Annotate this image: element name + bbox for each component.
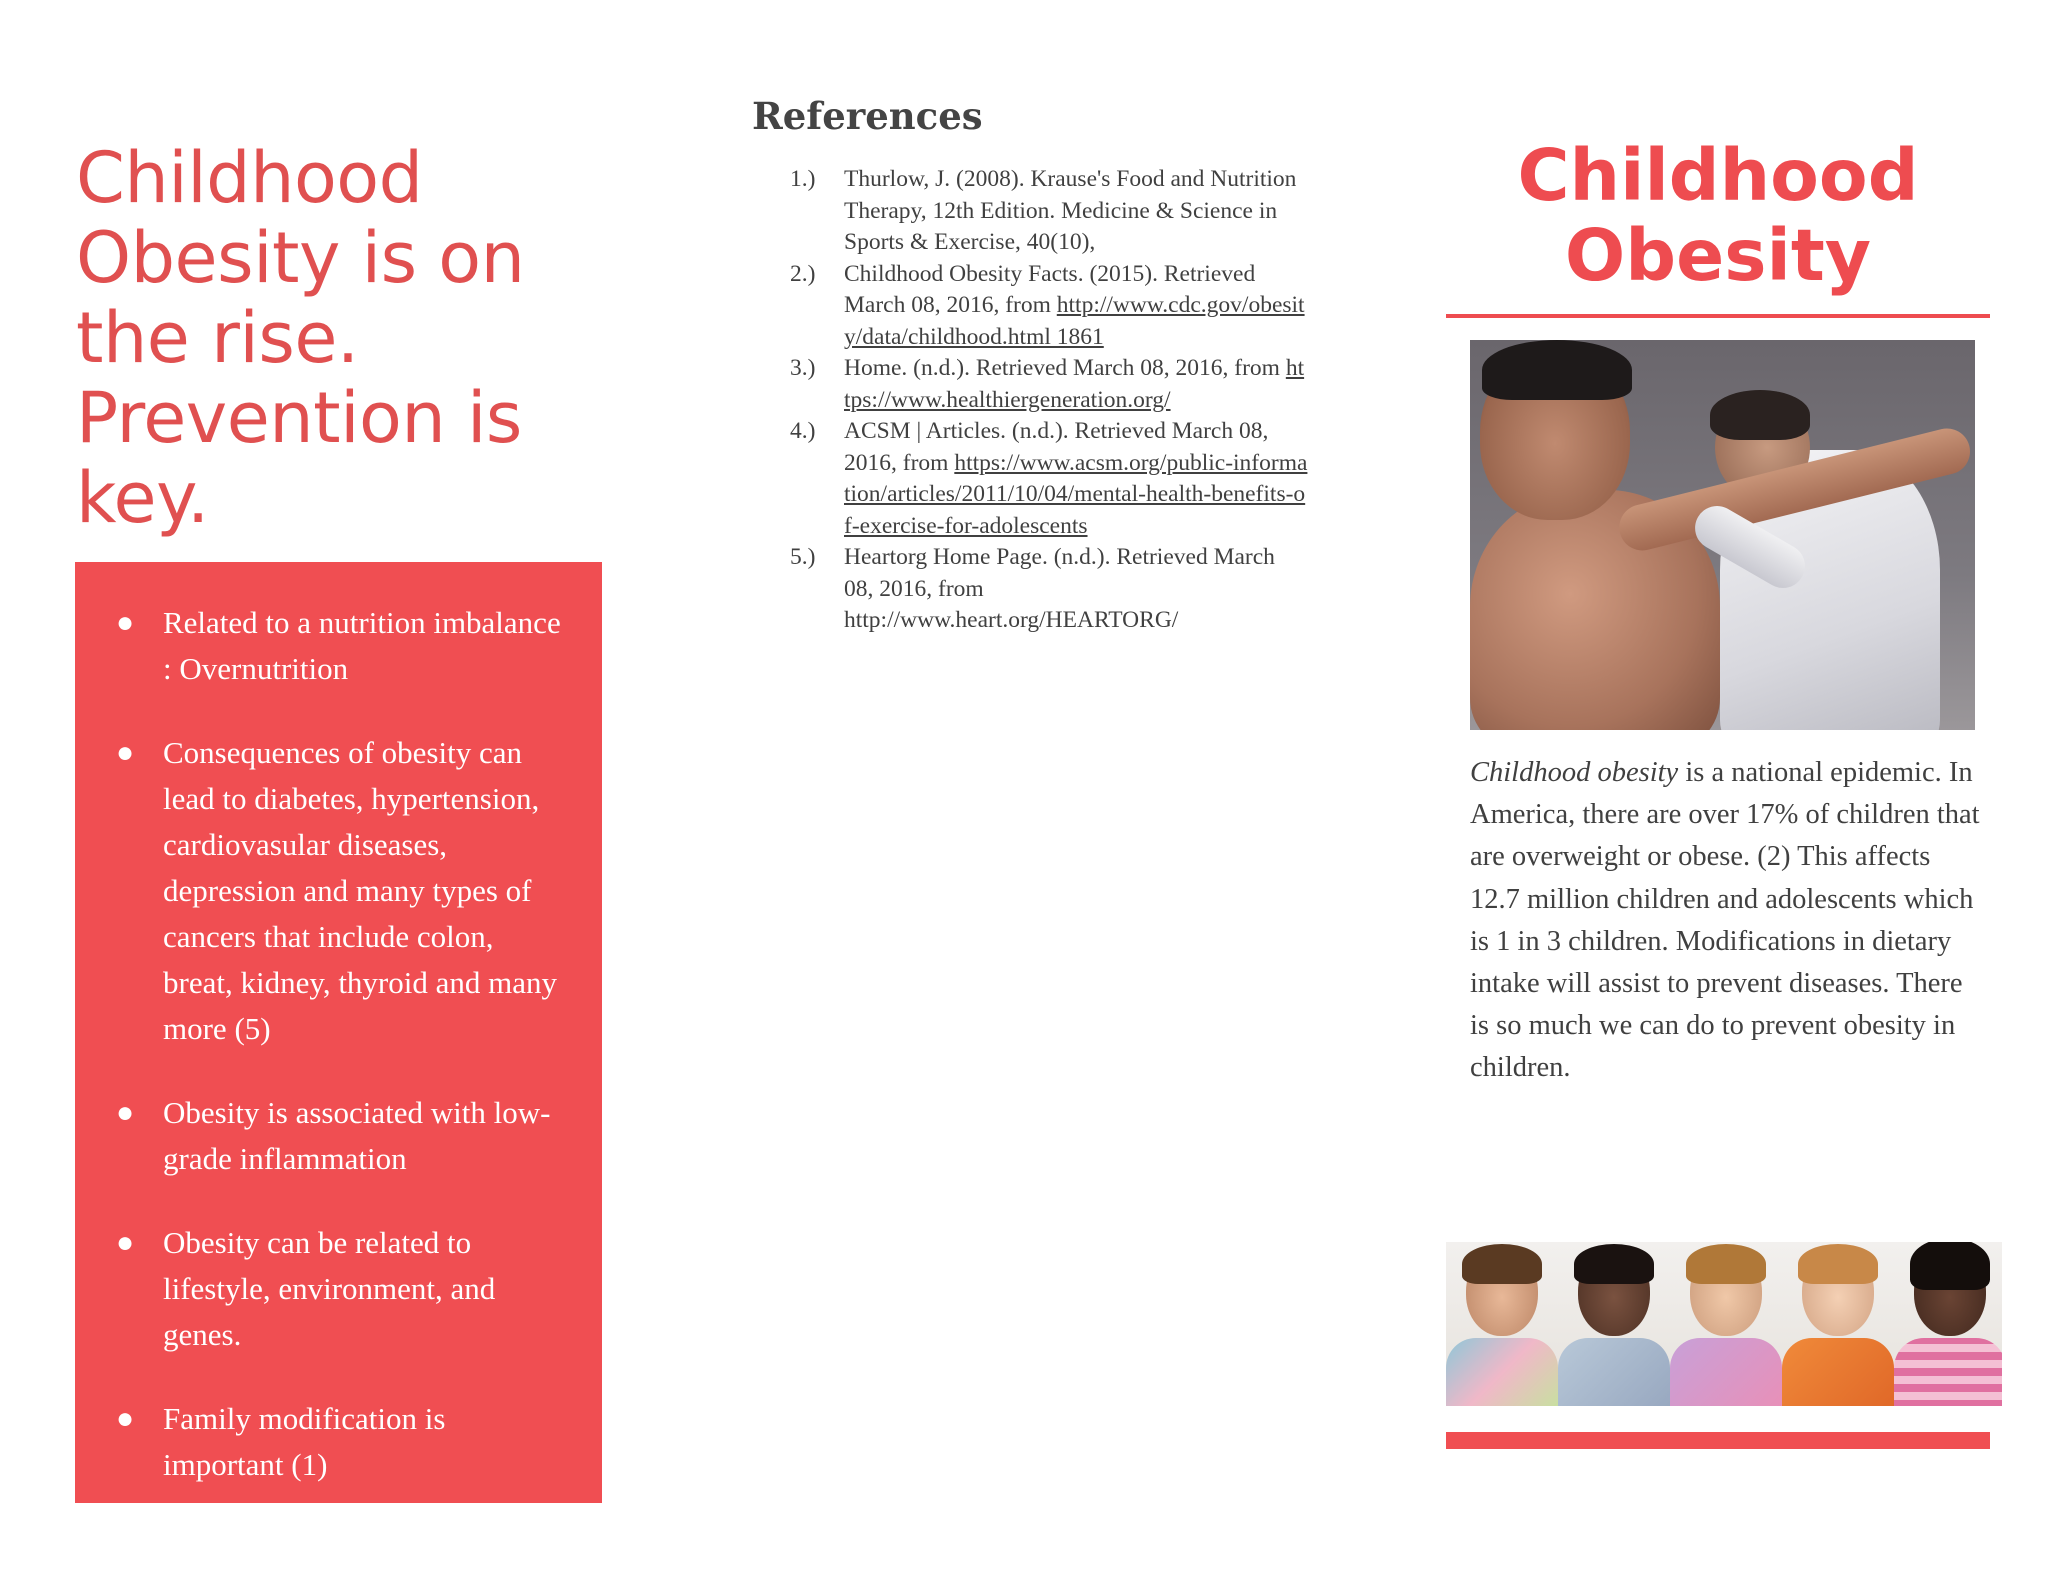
kids-photo	[1446, 1242, 2002, 1406]
reference-item	[790, 416, 1310, 542]
facts-box	[75, 562, 602, 1503]
references-heading: References	[752, 94, 983, 138]
fact-item	[115, 1396, 562, 1488]
kid-figure	[1894, 1242, 2002, 1406]
kid-shirt	[1782, 1338, 1894, 1406]
reference-link[interactable]: http://www.cdc.gov/obesity/data/childhood.html 1861	[844, 292, 1305, 350]
child-hair	[1482, 340, 1632, 400]
reference-item	[790, 353, 1310, 416]
kid-hair	[1910, 1242, 1990, 1290]
kid-hair	[1686, 1244, 1766, 1284]
kid-shirt	[1670, 1338, 1782, 1406]
fact-text: Obesity is associated with low-grade inflammation	[163, 1095, 551, 1176]
intro-paragraph	[1470, 752, 1982, 1090]
reference-text: Thurlow, J. (2008). Krause's Food and Nutrition Therapy, 12th Edition. Medicine & Science in Sports & Exercise, 40(10),	[844, 166, 1297, 255]
bullet-icon: ●	[115, 1402, 135, 1435]
bullet-icon: ●	[115, 736, 135, 769]
fact-item	[115, 1090, 562, 1182]
kid-hair	[1798, 1244, 1878, 1284]
reference-item	[790, 542, 1310, 637]
brochure-title: Childhood Obesity	[1517, 134, 1919, 297]
facts-list	[115, 600, 562, 1488]
reference-number: 5.)	[790, 544, 816, 570]
reference-number: 2.)	[790, 260, 816, 287]
reference-text: ACSM | Articles. (n.d.). Retrieved March 08, 2016, from	[844, 418, 1269, 476]
fact-item	[115, 1220, 562, 1358]
reference-item	[790, 164, 1310, 259]
reference-item	[790, 259, 1310, 354]
reference-text: Heartorg Home Page. (n.d.). Retrieved March 08, 2016, from http://www.heart.org/HEARTORG/	[844, 544, 1275, 633]
fact-text: Obesity can be related to lifestyle, environment, and genes.	[163, 1225, 496, 1352]
reference-text: Home. (n.d.). Retrieved March 08, 2016, from	[844, 355, 1286, 381]
reference-link[interactable]: https://www.acsm.org/public-information/articles/2011/10/04/mental-health-benefits-of-exercise-for-adolescents	[844, 449, 1308, 539]
reference-number: 1.)	[790, 166, 816, 192]
fact-text: Consequences of obesity can lead to diabetes, hypertension, cardiovasular diseases, depression and many types of cancers that include colon, breat, kidney, thyroid and many more (5)	[163, 735, 557, 1046]
intro-italic: Childhood obesity	[1470, 757, 1679, 788]
reference-link[interactable]: https://www.healthiergeneration.org/	[844, 355, 1305, 413]
fact-text: Family modification is important (1)	[163, 1401, 446, 1482]
bullet-icon: ●	[115, 606, 135, 639]
kid-shirt	[1894, 1338, 2002, 1406]
kid-shirt	[1558, 1338, 1670, 1406]
references-list	[790, 164, 1310, 637]
bullet-icon: ●	[115, 1226, 135, 1259]
kid-figure	[1782, 1242, 1894, 1406]
fact-text: Related to a nutrition imbalance : Overnutrition	[163, 605, 561, 686]
kid-hair	[1462, 1244, 1542, 1284]
kid-hair	[1574, 1244, 1654, 1284]
reference-number: 3.)	[790, 355, 816, 381]
exam-photo	[1470, 340, 1975, 730]
reference-number: 4.)	[790, 418, 816, 444]
intro-text: is a national epidemic. In America, there are over 17% of children that are overweight or obese. (2) This affects 12.7 million children and adolescents which is 1 in 3 children. Modifications in dietary intake will assist to prevent diseases. There is so much we can do to prevent obesity in children.	[1470, 757, 1980, 1084]
fact-item	[115, 730, 562, 1052]
doctor-hair	[1710, 390, 1810, 440]
bullet-icon: ●	[115, 1096, 135, 1129]
fact-item	[115, 600, 562, 692]
kid-figure	[1446, 1242, 1558, 1406]
title-divider	[1446, 314, 1990, 318]
kid-figure	[1558, 1242, 1670, 1406]
bottom-divider	[1446, 1432, 1990, 1449]
kid-figure	[1670, 1242, 1782, 1406]
tagline-heading: Childhood Obesity is on the rise. Prevention is key.	[76, 137, 525, 539]
reference-text: Childhood Obesity Facts. (2015). Retrieved March 08, 2016, from	[844, 260, 1256, 318]
kid-shirt	[1446, 1338, 1558, 1406]
